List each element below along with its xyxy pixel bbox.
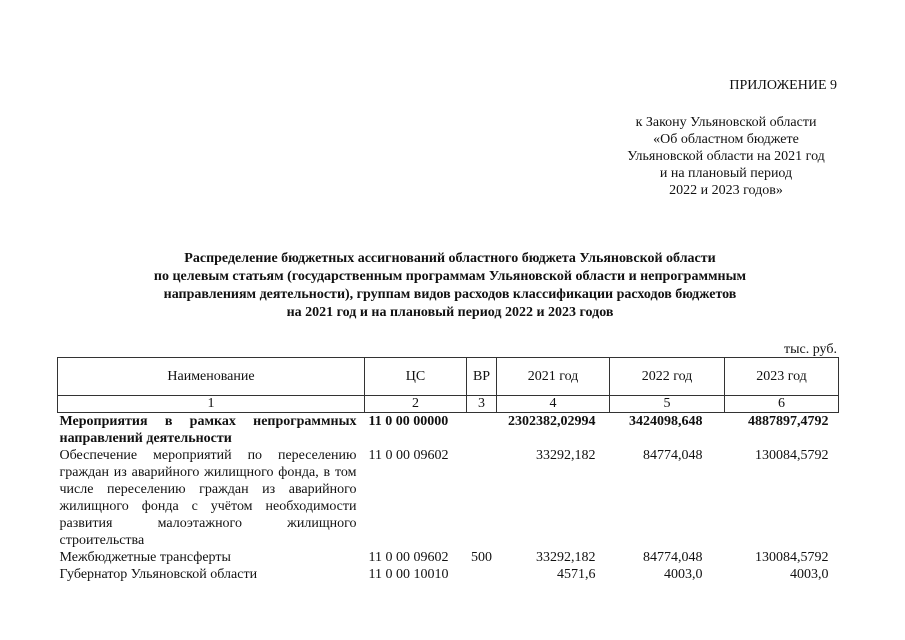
law-line: 2022 и 2023 годов» bbox=[669, 183, 783, 198]
table-header-row bbox=[58, 358, 839, 396]
cell-2022: 84774,048 bbox=[643, 550, 703, 565]
column-number: 2 bbox=[365, 396, 467, 413]
column-number: 4 bbox=[497, 396, 610, 413]
column-number: 6 bbox=[725, 396, 839, 413]
title-line: направлениям деятельности), группам видов расходов классификации расходов бюджетов bbox=[163, 287, 737, 302]
cell-2023: 130084,5792 bbox=[755, 448, 829, 463]
column-number: 1 bbox=[58, 396, 365, 413]
cell-2022: 4003,0 bbox=[664, 567, 703, 582]
column-header-2022: 2022 год bbox=[610, 358, 725, 396]
title-line: Распределение бюджетных ассигнований областного бюджета Ульяновской области bbox=[184, 251, 716, 266]
law-reference bbox=[606, 114, 846, 199]
law-line: Ульяновской области на 2021 год bbox=[627, 149, 825, 164]
appendix-label: ПРИЛОЖЕНИЕ 9 bbox=[729, 78, 837, 93]
law-line: «Об областном бюджете bbox=[653, 132, 799, 147]
column-number: 5 bbox=[610, 396, 725, 413]
column-number-row bbox=[58, 396, 839, 413]
law-line: к Закону Ульяновской области bbox=[635, 115, 817, 130]
cell-2023: 4887897,4792 bbox=[748, 414, 829, 429]
table-row bbox=[58, 413, 839, 448]
cell-2022: 3424098,648 bbox=[629, 414, 703, 429]
table-row bbox=[58, 447, 839, 549]
cell-vr bbox=[467, 447, 497, 549]
cell-2021: 4571,6 bbox=[557, 567, 596, 582]
cell-name: Губернатор Ульяновской области bbox=[59, 567, 258, 582]
cell-cs: 11 0 00 09602 bbox=[368, 448, 449, 463]
cell-name: Обеспечение мероприятий по переселению граждан из аварийного жилищного фонда, в том числе переселению граждан из аварийного жилищного фонда с учётом необходимости развития малоэтажного жилищного строительства bbox=[59, 448, 357, 548]
column-header-vr: ВР bbox=[467, 358, 497, 396]
title-line: на 2021 год и на плановый период 2022 и 2023 годов bbox=[286, 305, 614, 320]
cell-2021: 2302382,02994 bbox=[508, 414, 596, 429]
cell-vr bbox=[467, 413, 497, 448]
cell-2023: 4003,0 bbox=[790, 567, 829, 582]
cell-cs: 11 0 00 00000 bbox=[368, 414, 449, 429]
cell-2021: 33292,182 bbox=[536, 448, 596, 463]
budget-table bbox=[57, 357, 839, 583]
document-title bbox=[60, 250, 840, 322]
cell-vr bbox=[467, 566, 497, 583]
cell-2021: 33292,182 bbox=[536, 550, 596, 565]
column-header-name: Наименование bbox=[58, 358, 365, 396]
cell-name: Мероприятия в рамках непрограммных направлений деятельности bbox=[59, 414, 357, 446]
cell-2023: 130084,5792 bbox=[755, 550, 829, 565]
column-header-2021: 2021 год bbox=[497, 358, 610, 396]
column-number: 3 bbox=[467, 396, 497, 413]
column-header-cs: ЦС bbox=[365, 358, 467, 396]
table-row bbox=[58, 549, 839, 566]
title-line: по целевым статьям (государственным программам Ульяновской области и непрограммным bbox=[153, 269, 747, 284]
law-line: и на плановый период bbox=[659, 166, 793, 181]
cell-2022: 84774,048 bbox=[643, 448, 703, 463]
table-row bbox=[58, 566, 839, 583]
column-header-2023: 2023 год bbox=[725, 358, 839, 396]
cell-vr: 500 bbox=[471, 550, 492, 565]
units-label: тыс. руб. bbox=[784, 342, 837, 357]
cell-name: Межбюджетные трансферты bbox=[59, 550, 231, 565]
cell-cs: 11 0 00 09602 bbox=[368, 550, 449, 565]
cell-cs: 11 0 00 10010 bbox=[368, 567, 449, 582]
